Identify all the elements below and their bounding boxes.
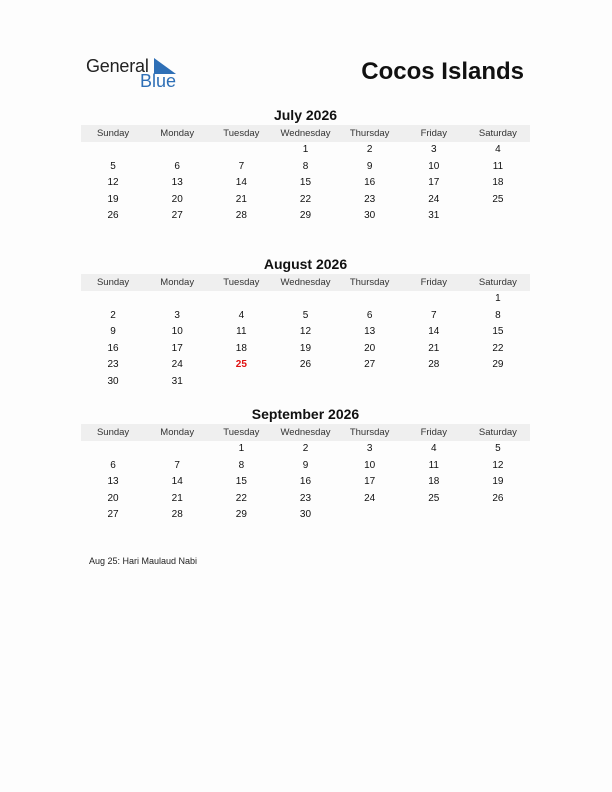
empty-day-cell <box>209 374 273 391</box>
week-row <box>81 192 530 209</box>
empty-day-cell <box>145 142 209 159</box>
weekday-header: Monday <box>160 128 195 139</box>
day-cell: 4 <box>495 144 501 155</box>
day-cell: 20 <box>107 492 119 504</box>
logo-blue-text: Blue <box>140 71 177 91</box>
day-cell: 29 <box>492 359 504 371</box>
week-row <box>81 291 530 308</box>
day-cell: 16 <box>299 476 312 488</box>
day-cell: 22 <box>492 342 504 354</box>
day-cell: 26 <box>107 210 119 222</box>
holiday-day-cell: 25 <box>235 359 247 371</box>
weekday-header: Friday <box>420 277 447 288</box>
weekday-header: Sunday <box>96 277 130 288</box>
day-cell: 30 <box>107 375 119 387</box>
week-row <box>81 208 530 225</box>
week-row <box>81 474 530 491</box>
week-row <box>81 491 530 508</box>
day-cell: 27 <box>364 359 376 371</box>
day-cell: 9 <box>110 326 116 338</box>
day-cell: 3 <box>174 309 180 321</box>
logo <box>86 56 186 92</box>
day-cell: 17 <box>171 342 183 354</box>
day-cell: 29 <box>235 509 247 521</box>
day-cell: 23 <box>107 359 119 371</box>
day-cell: 4 <box>430 443 437 454</box>
day-cell: 11 <box>428 459 439 471</box>
weekday-header: Sunday <box>96 128 130 139</box>
month-title: July 2026 <box>273 107 338 123</box>
day-cell: 17 <box>428 177 440 189</box>
day-cell: 10 <box>364 459 376 471</box>
day-cell: 11 <box>492 160 504 172</box>
day-cell: 15 <box>492 326 504 338</box>
week-row <box>81 341 530 358</box>
day-cell: 13 <box>171 177 183 189</box>
day-cell: 12 <box>299 326 312 338</box>
day-cell: 18 <box>235 342 247 354</box>
day-cell: 24 <box>428 193 440 205</box>
day-cell: 23 <box>299 492 312 504</box>
day-cell: 16 <box>364 177 376 189</box>
weekday-header: Saturday <box>478 277 517 288</box>
day-cell: 13 <box>364 326 376 338</box>
day-cell: 19 <box>492 476 504 488</box>
week-row <box>81 458 530 475</box>
weekday-header: Friday <box>420 128 447 139</box>
weekday-header-row <box>81 125 530 142</box>
day-cell: 11 <box>236 326 247 338</box>
day-cell: 18 <box>492 177 504 189</box>
week-row <box>81 142 530 159</box>
day-cell: 28 <box>171 509 183 521</box>
day-cell: 7 <box>238 160 245 172</box>
day-cell: 1 <box>495 293 501 304</box>
day-cell: 8 <box>495 309 501 321</box>
day-cell: 6 <box>174 160 180 172</box>
day-cell: 15 <box>299 177 312 189</box>
weekday-header: Thursday <box>349 277 390 288</box>
empty-day-cell <box>466 374 530 391</box>
week-row <box>81 175 530 192</box>
day-cell: 7 <box>430 309 437 321</box>
day-cell: 19 <box>299 342 312 354</box>
weekday-header: Saturday <box>478 427 517 438</box>
day-cell: 6 <box>110 459 116 471</box>
weekday-header: Wednesday <box>280 277 331 288</box>
day-cell: 3 <box>366 443 373 454</box>
empty-day-cell <box>81 441 145 458</box>
day-cell: 22 <box>235 492 247 504</box>
logo-general-text: General <box>86 56 149 76</box>
week-row <box>81 159 530 176</box>
month-september <box>81 405 530 524</box>
empty-day-cell <box>338 374 402 391</box>
day-cell: 14 <box>171 476 183 488</box>
weekday-header-row <box>81 424 530 441</box>
day-cell: 15 <box>235 476 247 488</box>
day-cell: 2 <box>366 144 373 155</box>
day-cell: 8 <box>238 459 245 471</box>
weekday-header: Thursday <box>349 128 390 139</box>
day-cell: 3 <box>430 144 437 155</box>
day-cell: 21 <box>428 342 440 354</box>
empty-day-cell <box>209 142 273 159</box>
day-cell: 27 <box>171 210 183 222</box>
day-cell: 31 <box>171 375 183 387</box>
day-cell: 19 <box>107 193 119 205</box>
day-cell: 1 <box>238 443 245 454</box>
day-cell: 14 <box>428 326 440 338</box>
day-cell: 26 <box>492 492 504 504</box>
day-cell: 21 <box>171 492 183 504</box>
day-cell: 20 <box>171 193 183 205</box>
day-cell: 26 <box>299 359 312 371</box>
empty-day-cell <box>81 291 145 308</box>
day-cell: 5 <box>110 160 116 172</box>
weekday-header-row <box>81 274 530 291</box>
day-cell: 23 <box>364 193 376 205</box>
country-title: Cocos Islands <box>361 58 524 85</box>
week-row <box>81 507 530 524</box>
day-cell: 27 <box>107 509 119 521</box>
day-cell: 28 <box>428 359 440 371</box>
day-cell: 18 <box>428 476 440 488</box>
day-cell: 24 <box>171 359 183 371</box>
day-cell: 10 <box>428 160 440 172</box>
day-cell: 28 <box>235 210 247 222</box>
weekday-header: Tuesday <box>223 427 260 438</box>
day-cell: 1 <box>302 144 309 155</box>
empty-day-cell <box>145 291 209 308</box>
day-cell: 21 <box>235 193 247 205</box>
day-cell: 30 <box>299 509 312 521</box>
weekday-header: Tuesday <box>223 128 260 139</box>
month-title: September 2026 <box>251 406 360 422</box>
week-row <box>81 441 530 458</box>
day-cell: 22 <box>299 193 312 205</box>
day-cell: 5 <box>302 309 309 321</box>
day-cell: 9 <box>302 459 309 471</box>
day-cell: 5 <box>495 443 501 454</box>
weekday-header: Tuesday <box>223 277 260 288</box>
month-august <box>81 255 530 391</box>
day-cell: 14 <box>235 177 247 189</box>
weekday-header: Saturday <box>478 128 517 139</box>
week-row <box>81 324 530 341</box>
day-cell: 10 <box>171 326 183 338</box>
day-cell: 29 <box>299 210 312 222</box>
month-july <box>81 106 530 225</box>
week-row <box>81 308 530 325</box>
day-cell: 31 <box>428 210 440 222</box>
day-cell: 24 <box>364 492 376 504</box>
empty-day-cell <box>273 291 337 308</box>
day-cell: 2 <box>302 443 309 454</box>
week-row <box>81 357 530 374</box>
day-cell: 4 <box>238 309 245 321</box>
empty-day-cell <box>402 507 466 524</box>
day-cell: 12 <box>492 459 504 471</box>
day-cell: 2 <box>110 309 116 321</box>
empty-day-cell <box>338 291 402 308</box>
empty-day-cell <box>402 374 466 391</box>
weekday-header: Monday <box>160 427 195 438</box>
empty-day-cell <box>209 291 273 308</box>
weekday-header: Thursday <box>349 427 390 438</box>
day-cell: 17 <box>364 476 376 488</box>
day-cell: 30 <box>364 210 376 222</box>
day-cell: 8 <box>302 160 309 172</box>
day-cell: 25 <box>492 193 504 205</box>
day-cell: 20 <box>364 342 376 354</box>
month-title: August 2026 <box>263 256 348 272</box>
holiday-notes <box>89 556 197 566</box>
week-row <box>81 374 530 391</box>
day-cell: 6 <box>366 309 373 321</box>
weekday-header: Sunday <box>96 427 130 438</box>
empty-day-cell <box>466 208 530 225</box>
day-cell: 9 <box>366 160 373 172</box>
empty-day-cell <box>145 441 209 458</box>
day-cell: 25 <box>428 492 440 504</box>
weekday-header: Friday <box>420 427 447 438</box>
day-cell: 12 <box>107 177 119 189</box>
empty-day-cell <box>466 507 530 524</box>
day-cell: 13 <box>107 476 119 488</box>
empty-day-cell <box>81 142 145 159</box>
day-cell: 16 <box>107 342 119 354</box>
empty-day-cell <box>338 507 402 524</box>
weekday-header: Monday <box>160 277 195 288</box>
day-cell: 7 <box>174 459 180 471</box>
holiday-note: Aug 25: Hari Maulaud Nabi <box>89 556 198 566</box>
empty-day-cell <box>402 291 466 308</box>
empty-day-cell <box>273 374 337 391</box>
weekday-header: Wednesday <box>280 128 331 139</box>
weekday-header: Wednesday <box>280 427 331 438</box>
